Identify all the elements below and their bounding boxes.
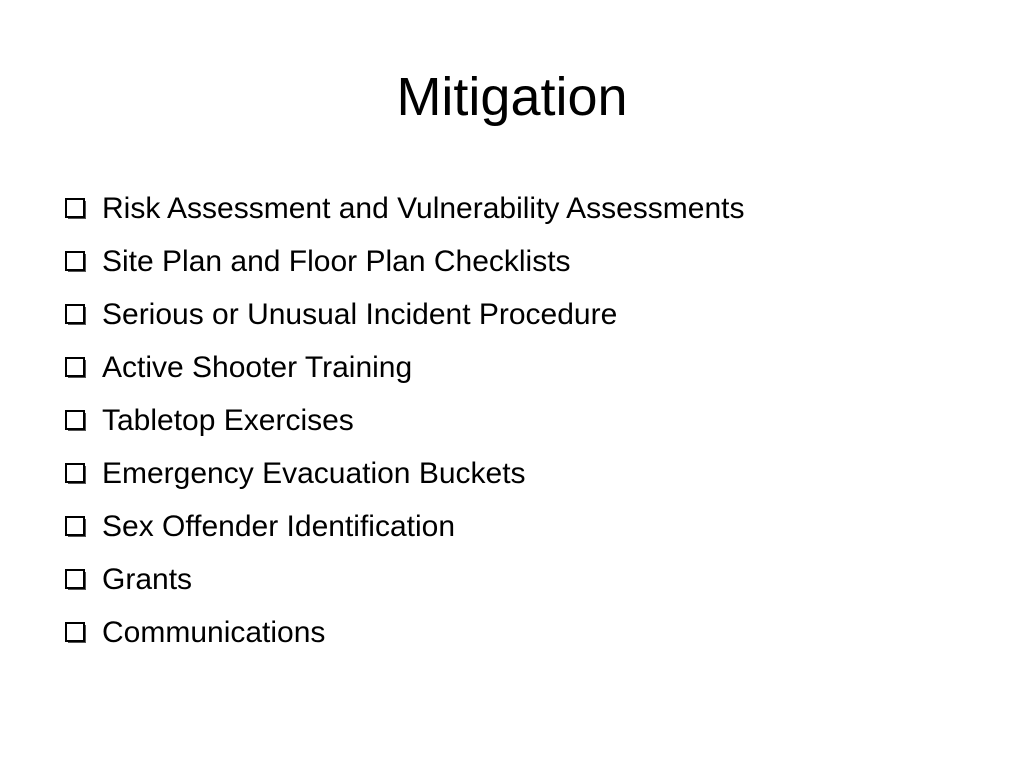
list-item [64,447,964,500]
bullet-text: Tabletop Exercises [102,404,354,437]
bullet-text: Site Plan and Floor Plan Checklists [102,245,571,278]
bullet-text: Emergency Evacuation Buckets [102,457,526,490]
checkbox-square-icon [64,513,92,541]
list-item [64,288,964,341]
checkbox-square-icon [64,301,92,329]
checkbox-square-icon [64,195,92,223]
list-item [64,182,964,235]
list-item [64,394,964,447]
bullet-text: Grants [102,563,193,596]
checkbox-square-icon [64,460,92,488]
list-item [64,235,964,288]
checkbox-square-icon [64,619,92,647]
slide-title: Mitigation [396,67,628,127]
list-item [64,553,964,606]
list-item [64,341,964,394]
bullet-text: Serious or Unusual Incident Procedure [102,298,618,331]
checkbox-square-icon [64,566,92,594]
bullet-list [64,182,964,659]
bullet-text: Communications [102,616,326,649]
list-item [64,606,964,659]
checkbox-square-icon [64,248,92,276]
bullet-text: Risk Assessment and Vulnerability Assessments [102,192,745,225]
list-item [64,500,964,553]
bullet-text: Sex Offender Identification [102,510,455,543]
bullet-text: Active Shooter Training [102,351,413,384]
checkbox-square-icon [64,354,92,382]
checkbox-square-icon [64,407,92,435]
